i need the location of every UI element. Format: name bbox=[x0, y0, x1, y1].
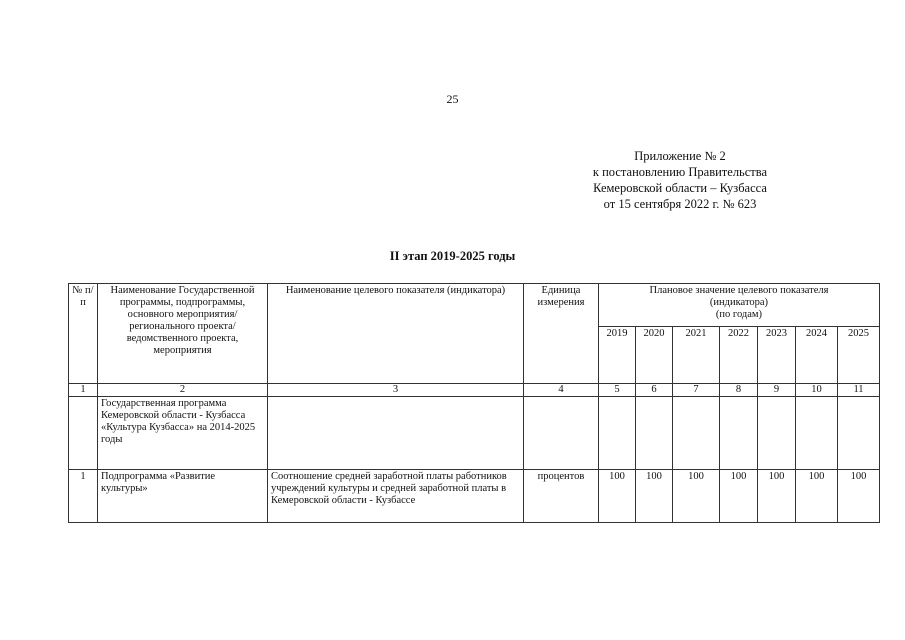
row-indicator: Соотношение средней заработной платы работников учреждений культуры и средней заработной платы в Кемеровской области - Кузбассе bbox=[268, 470, 524, 523]
row-value bbox=[758, 397, 796, 470]
header-indicator: Наименование целевого показателя (индикатора) bbox=[268, 284, 524, 384]
table-row bbox=[69, 397, 880, 470]
row-value bbox=[636, 397, 673, 470]
header-year: 2025 bbox=[838, 327, 880, 384]
column-number: 8 bbox=[720, 384, 758, 397]
header-year: 2021 bbox=[673, 327, 720, 384]
row-value bbox=[673, 397, 720, 470]
column-number: 6 bbox=[636, 384, 673, 397]
column-number: 1 bbox=[69, 384, 98, 397]
row-value bbox=[838, 397, 880, 470]
row-num: 1 bbox=[69, 470, 98, 523]
column-number: 7 bbox=[673, 384, 720, 397]
header-year: 2024 bbox=[796, 327, 838, 384]
header-planned-line: (по годам) bbox=[715, 309, 763, 320]
appendix-block bbox=[560, 148, 800, 212]
appendix-line: от 15 сентября 2022 г. № 623 bbox=[603, 197, 757, 211]
header-unit: Единица измерения bbox=[524, 284, 599, 384]
header-year: 2022 bbox=[720, 327, 758, 384]
table-header-row bbox=[69, 284, 880, 327]
row-name: Подпрограмма «Развитие культуры» bbox=[98, 470, 268, 523]
column-number: 2 bbox=[98, 384, 268, 397]
row-name: Государственная программа Кемеровской области - Кузбасса «Культура Кузбасса» на 2014-2025 годы bbox=[98, 397, 268, 470]
header-year: 2020 bbox=[636, 327, 673, 384]
row-value bbox=[796, 397, 838, 470]
row-value: 100 bbox=[599, 470, 636, 523]
row-unit bbox=[524, 397, 599, 470]
row-value: 100 bbox=[636, 470, 673, 523]
row-value bbox=[599, 397, 636, 470]
indicators-table bbox=[68, 283, 880, 523]
header-planned bbox=[599, 284, 880, 327]
header-name: Наименование Государственной программы, подпрограммы, основного мероприятия/ регионального проекта/ведомственного проекта, мероприятия bbox=[98, 284, 268, 384]
appendix-line: к постановлению Правительства bbox=[592, 165, 768, 179]
column-number: 3 bbox=[268, 384, 524, 397]
column-number: 11 bbox=[838, 384, 880, 397]
row-indicator bbox=[268, 397, 524, 470]
header-num: № п/п bbox=[69, 284, 98, 384]
row-value bbox=[720, 397, 758, 470]
row-value: 100 bbox=[673, 470, 720, 523]
column-number: 9 bbox=[758, 384, 796, 397]
column-number: 5 bbox=[599, 384, 636, 397]
header-year: 2019 bbox=[599, 327, 636, 384]
column-number: 4 bbox=[524, 384, 599, 397]
column-number: 10 bbox=[796, 384, 838, 397]
header-planned-line: (индикатора) bbox=[709, 297, 769, 308]
table-row bbox=[69, 470, 880, 523]
column-numbers-row bbox=[69, 384, 880, 397]
header-planned-line: Плановое значение целевого показателя bbox=[649, 285, 829, 296]
page-number: 25 bbox=[446, 92, 459, 106]
stage-title: II этап 2019-2025 годы bbox=[389, 249, 516, 263]
row-value: 100 bbox=[796, 470, 838, 523]
header-year: 2023 bbox=[758, 327, 796, 384]
row-value: 100 bbox=[838, 470, 880, 523]
row-value: 100 bbox=[720, 470, 758, 523]
appendix-line: Приложение № 2 bbox=[634, 149, 726, 163]
row-value: 100 bbox=[758, 470, 796, 523]
row-num bbox=[69, 397, 98, 470]
appendix-line: Кемеровской области – Кузбасса bbox=[593, 181, 767, 195]
row-unit: процентов bbox=[524, 470, 599, 523]
